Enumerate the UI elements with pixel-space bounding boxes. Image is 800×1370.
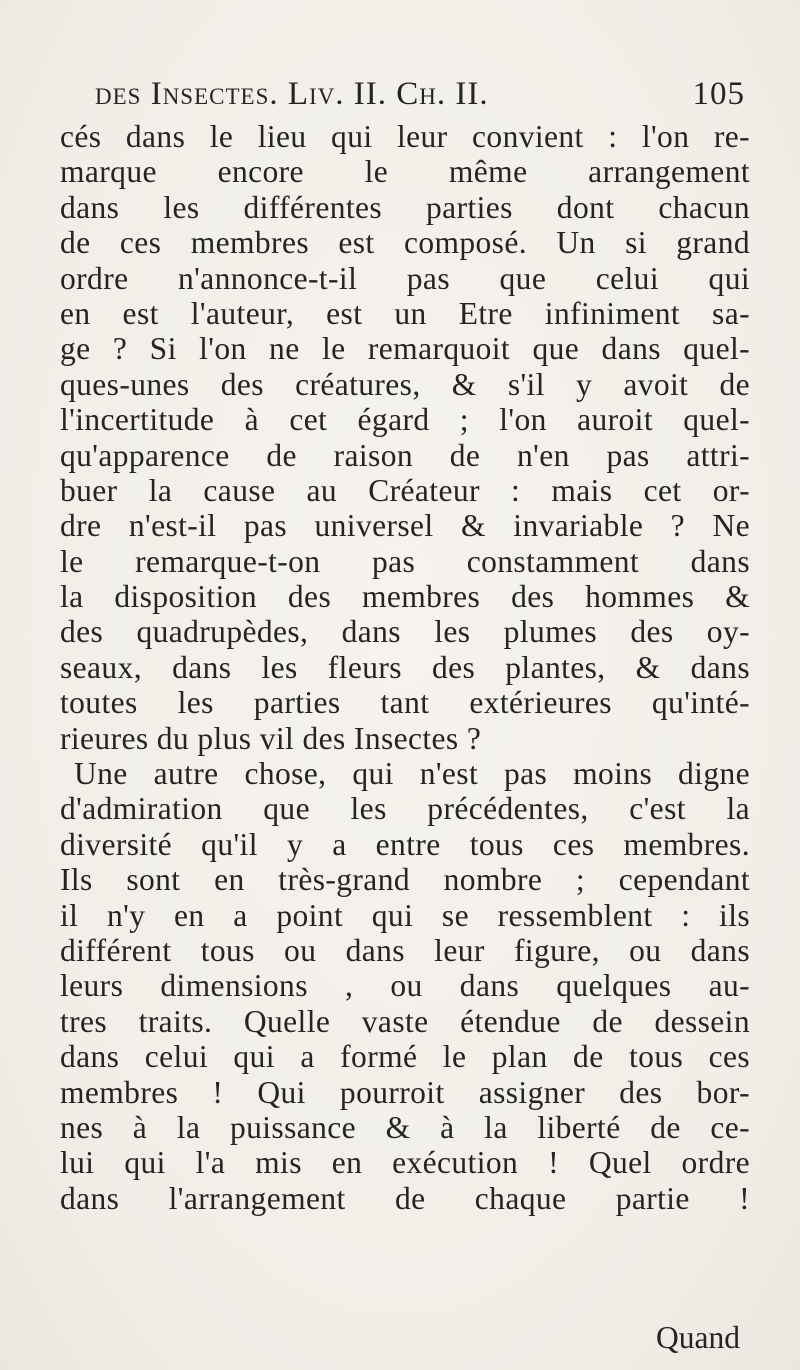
page-number: 105 bbox=[692, 76, 745, 112]
text-line: dre n'est-il pas universel & invariable ? Ne bbox=[60, 508, 750, 544]
text-line: nes à la puissance & à la liberté de ce- bbox=[60, 1109, 750, 1145]
text-line: buer la cause au Créateur : mais cet or- bbox=[60, 472, 750, 508]
text-line: ques-unes des créatures, & s'il y avoit de bbox=[60, 366, 750, 402]
text-line: tres traits. Quelle vaste étendue de dessein bbox=[60, 1003, 750, 1039]
text-line: ge ? Si l'on ne le remarquoit que dans quel- bbox=[60, 331, 750, 367]
text-line: de ces membres est composé. Un si grand bbox=[60, 225, 750, 261]
text-line: différent tous ou dans leur figure, ou dans bbox=[60, 932, 750, 968]
running-title: des Insectes. Liv. II. Ch. II. bbox=[95, 76, 489, 112]
text-line: Une autre chose, qui n'est pas moins digne bbox=[74, 756, 750, 792]
text-line: diversité qu'il y a entre tous ces membres. bbox=[60, 826, 750, 862]
text-line: toutes les parties tant extérieures qu'inté- bbox=[60, 685, 750, 721]
text-line: la disposition des membres des hommes & bbox=[60, 579, 750, 615]
text-line: rieures du plus vil des Insectes ? bbox=[60, 720, 482, 756]
text-line: d'admiration que les précédentes, c'est la bbox=[60, 791, 750, 827]
catchword: Quand bbox=[656, 1320, 740, 1355]
text-line: dans celui qui a formé le plan de tous ces bbox=[60, 1039, 750, 1075]
running-header bbox=[95, 72, 745, 116]
text-line: l'incertitude à cet égard ; l'on auroit quel- bbox=[60, 402, 750, 438]
text-line: en est l'auteur, est un Etre infiniment sa- bbox=[60, 295, 750, 331]
text-line: leurs dimensions , ou dans quelques au- bbox=[60, 968, 750, 1004]
text-line: Ils sont en très-grand nombre ; cependant bbox=[60, 862, 750, 898]
text-line: le remarque-t-on pas constamment dans bbox=[60, 543, 750, 579]
text-line: marque encore le même arrangement bbox=[60, 154, 750, 190]
text-line: qu'apparence de raison de n'en pas attri- bbox=[60, 437, 750, 473]
body-text bbox=[60, 119, 750, 1216]
text-line: dans les différentes parties dont chacun bbox=[60, 189, 750, 225]
text-line: membres ! Qui pourroit assigner des bor- bbox=[60, 1074, 750, 1110]
text-line: lui qui l'a mis en exécution ! Quel ordre bbox=[60, 1145, 750, 1181]
text-line: ordre n'annonce-t-il pas que celui qui bbox=[60, 260, 750, 296]
text-line: dans l'arrangement de chaque partie ! bbox=[60, 1180, 750, 1216]
text-line: il n'y en a point qui se ressemblent : ils bbox=[60, 897, 750, 933]
text-line: des quadrupèdes, dans les plumes des oy- bbox=[60, 614, 750, 650]
text-line: seaux, dans les fleurs des plantes, & dans bbox=[60, 649, 750, 685]
text-line: cés dans le lieu qui leur convient : l'on re- bbox=[60, 119, 750, 154]
